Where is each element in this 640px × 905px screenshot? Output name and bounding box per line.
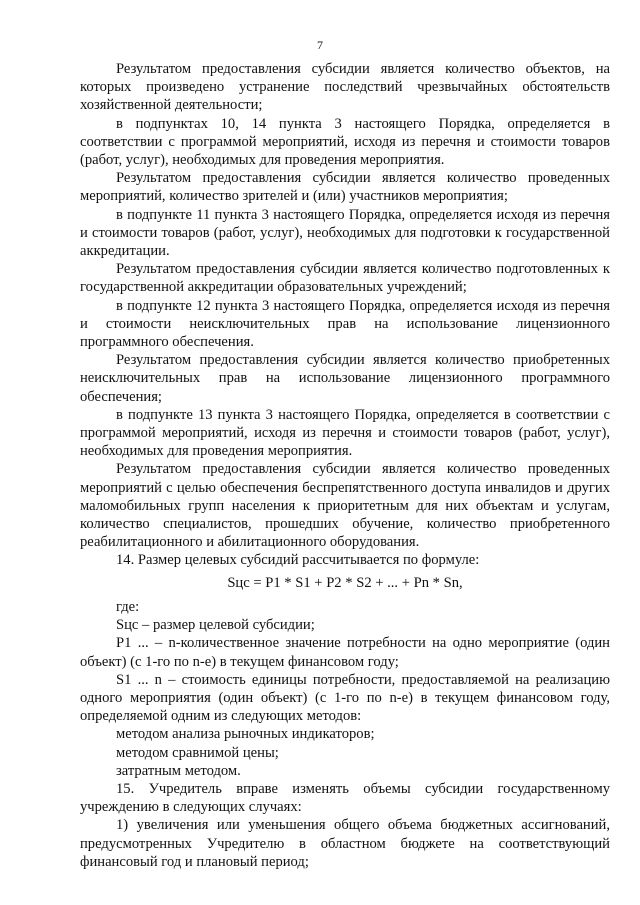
paragraph: в подпункте 13 пункта 3 настоящего Порядка, определяется в соответствии с программой мероприятий, исходя из перечня и стоимости товаров (работ, услуг), необходимых для проведения мероприятия. bbox=[80, 406, 610, 460]
paragraph: в подпункте 11 пункта 3 настоящего Порядка, определяется исходя из перечня и стоимости товаров (работ, услуг), необходимых для подготовки к государственной аккредитации. bbox=[80, 206, 610, 260]
formula-definition: Sцс – размер целевой субсидии; bbox=[116, 617, 315, 634]
method-list-item: методом анализа рыночных индикаторов; bbox=[116, 726, 375, 743]
document-body bbox=[80, 60, 610, 871]
paragraph: Результатом предоставления субсидии является количество подготовленных к государственной аккредитации образовательных учреждений; bbox=[80, 261, 610, 296]
paragraph: Результатом предоставления субсидии является количество объектов, на которых произведено устранение последствий чрезвычайных обстоятельств хозяйственной деятельности; bbox=[80, 61, 610, 114]
method-list-item: методом сравнимой цены; bbox=[116, 744, 279, 761]
paragraph: 15. Учредитель вправе изменять объемы субсидии государственному учреждению в следующих случаях: bbox=[80, 780, 610, 816]
paragraph: 14. Размер целевых субсидий рассчитывается по формуле: bbox=[116, 552, 480, 569]
subsidy-formula: Sцс = P1 * S1 + P2 * S2 + ... + Pn * Sn, bbox=[227, 574, 463, 591]
paragraph: Результатом предоставления субсидии является количество проведенных мероприятий с целью обеспечения беспрепятственного доступа инвалидов и других маломобильных групп населения к приоритетным для них объектам и услугам, количество специалистов, прошедших обучение, количество приобретенного реабилитационного и абилитационного оборудования. bbox=[80, 461, 610, 551]
paragraph: в подпунктах 10, 14 пункта 3 настоящего Порядка, определяется в соответствии с программой мероприятий, исходя из перечня и стоимости товаров (работ, услуг), необходимых для проведения мероприятия. bbox=[80, 115, 610, 169]
paragraph: Результатом предоставления субсидии является количество проведенных мероприятий, количество зрителей и (или) участников мероприятия; bbox=[80, 170, 610, 205]
paragraph: Результатом предоставления субсидии является количество приобретенных неисключительных прав на использование лицензионного программного обеспечения; bbox=[80, 352, 610, 405]
method-list-item: затратным методом. bbox=[116, 762, 241, 779]
formula-definition: S1 ... n – стоимость единицы потребности, предоставляемой на реализацию одного мероприятия (один объект) (с 1-го по n-е) в текущем финансовом году, определяемой одним из следующих методов: bbox=[80, 671, 610, 725]
page-number: 7 bbox=[317, 38, 323, 52]
paragraph: 1) увеличения или уменьшения общего объема бюджетных ассигнований, предусмотренных Учредителю в областном бюджете на соответствующий финансовый год и плановый период; bbox=[80, 817, 610, 870]
formula-where-label: где: bbox=[116, 598, 140, 615]
paragraph: в подпункте 12 пункта 3 настоящего Порядка, определяется исходя из перечня и стоимости неисключительных прав на использование лицензионного программного обеспечения. bbox=[80, 297, 610, 351]
formula-definition: P1 ... – n-количественное значение потребности на одно мероприятие (один объект) (с 1-го по n-е) в текущем финансовом году; bbox=[80, 635, 610, 670]
